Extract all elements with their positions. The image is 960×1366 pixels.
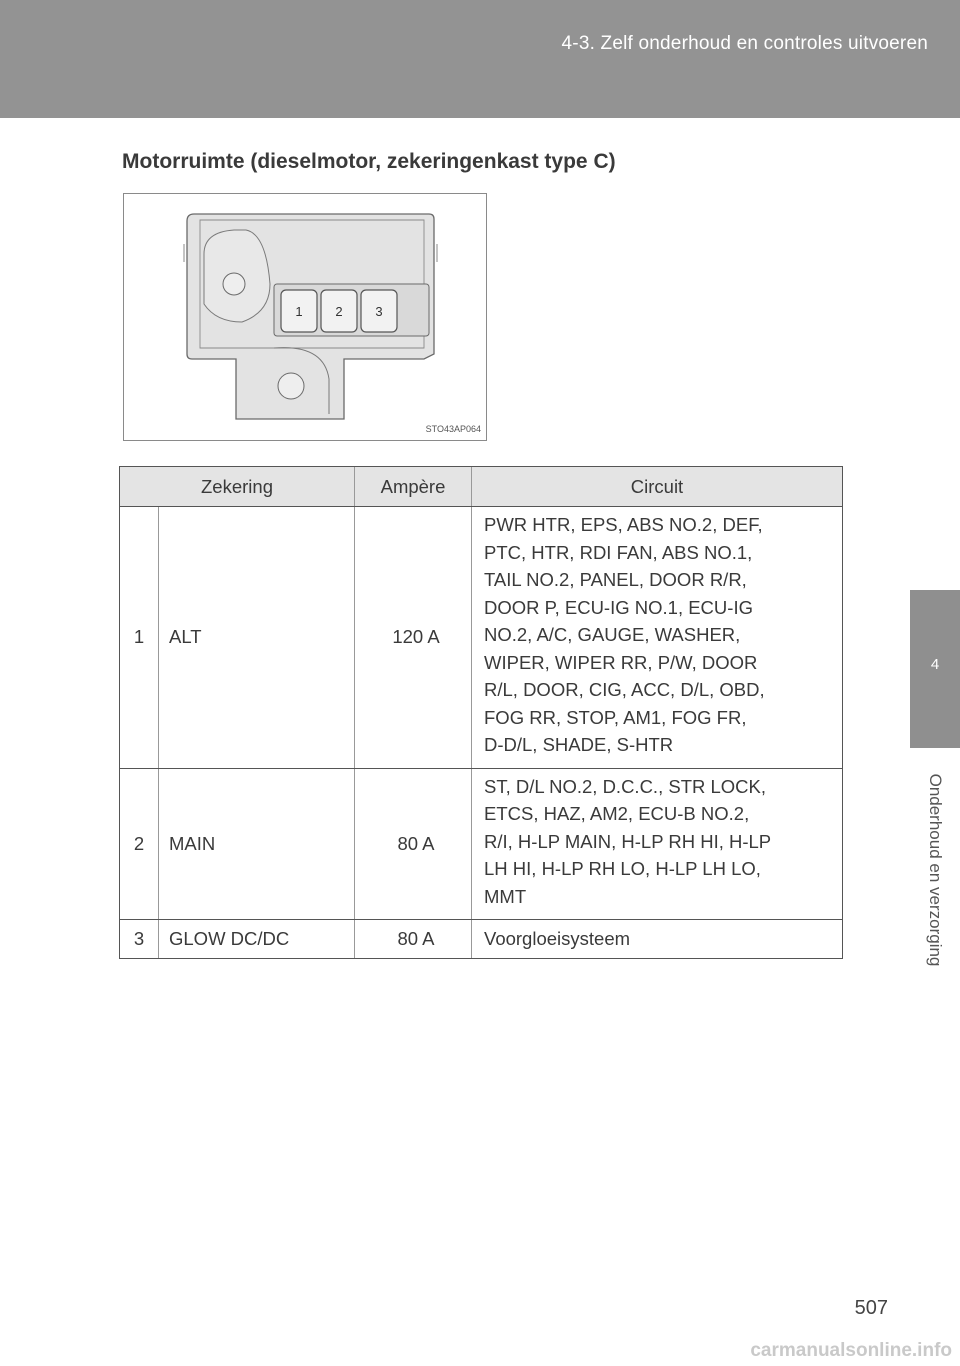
header-fuse: Zekering [120, 467, 355, 507]
section-title: Motorruimte (dieselmotor, zekeringenkast type C) [122, 150, 616, 173]
table-row [120, 507, 843, 769]
fuse-slot-label: 3 [375, 304, 383, 319]
fuse-table [119, 466, 843, 959]
circuit-line: ST, D/L NO.2, D.C.C., STR LOCK, [484, 775, 767, 797]
circuit-line: R/L, DOOR, CIG, ACC, D/L, OBD, [484, 679, 765, 700]
fuse-box-drawing [124, 194, 486, 440]
fuse-slot-label: 1 [295, 304, 303, 319]
fuse-name: GLOW DC/DC [159, 920, 355, 959]
fuse-name: ALT [159, 507, 355, 769]
circuit-line: PTC, HTR, RDI FAN, ABS NO.1, [484, 541, 753, 563]
header-title: 4-3. Zelf onderhoud en controles uitvoeren [561, 33, 928, 54]
fuse-number: 2 [120, 768, 159, 920]
circuit-line: FOG RR, STOP, AM1, FOG FR, [484, 706, 747, 728]
chapter-tab [910, 590, 960, 748]
page-header [0, 0, 960, 118]
fuse-slots [281, 290, 397, 332]
bolt-upper [223, 273, 245, 295]
circuit-line: D-D/L, SHADE, S-HTR [484, 734, 674, 755]
fuse-box-illustration [123, 193, 487, 441]
fuse-circuit [472, 768, 843, 920]
fuse-slot-label: 2 [335, 304, 343, 319]
header-ampere: Ampère [355, 467, 472, 507]
fuse-ampere: 80 A [355, 768, 472, 920]
fuse-name: MAIN [159, 768, 355, 920]
watermark: carmanualsonline.info [750, 1340, 952, 1361]
circuit-line: Voorgloeisysteem [484, 928, 631, 950]
figure-code: STO43AP064 [425, 424, 481, 434]
header-circuit: Circuit [472, 467, 843, 507]
chapter-label: Onderhoud en verzorging [926, 773, 945, 967]
fuse-ampere: 120 A [355, 507, 472, 769]
chapter-number: 4 [930, 656, 940, 673]
table-row [120, 768, 843, 920]
circuit-line: MMT [484, 885, 527, 907]
circuit-line: LH HI, H-LP RH LO, H-LP LH LO, [484, 858, 761, 879]
fuse-number: 1 [120, 507, 159, 769]
fuse-number: 3 [120, 920, 159, 959]
circuit-line: NO.2, A/C, GAUGE, WASHER, [484, 624, 741, 645]
fuse-circuit [472, 507, 843, 769]
fuse-circuit [472, 920, 843, 959]
circuit-line: PWR HTR, EPS, ABS NO.2, DEF, [484, 514, 763, 535]
circuit-line: R/I, H-LP MAIN, H-LP RH HI, H-LP [484, 830, 772, 852]
circuit-line: DOOR P, ECU-IG NO.1, ECU-IG [484, 596, 753, 618]
circuit-line: TAIL NO.2, PANEL, DOOR R/R, [484, 569, 747, 590]
table-header-row [120, 467, 843, 507]
circuit-line: WIPER, WIPER RR, P/W, DOOR [484, 651, 758, 673]
circuit-line: ETCS, HAZ, AM2, ECU-B NO.2, [484, 803, 750, 824]
bolt-lower [278, 373, 304, 399]
page-number: 507 [854, 1297, 888, 1319]
table-row [120, 920, 843, 959]
fuse-ampere: 80 A [355, 920, 472, 959]
